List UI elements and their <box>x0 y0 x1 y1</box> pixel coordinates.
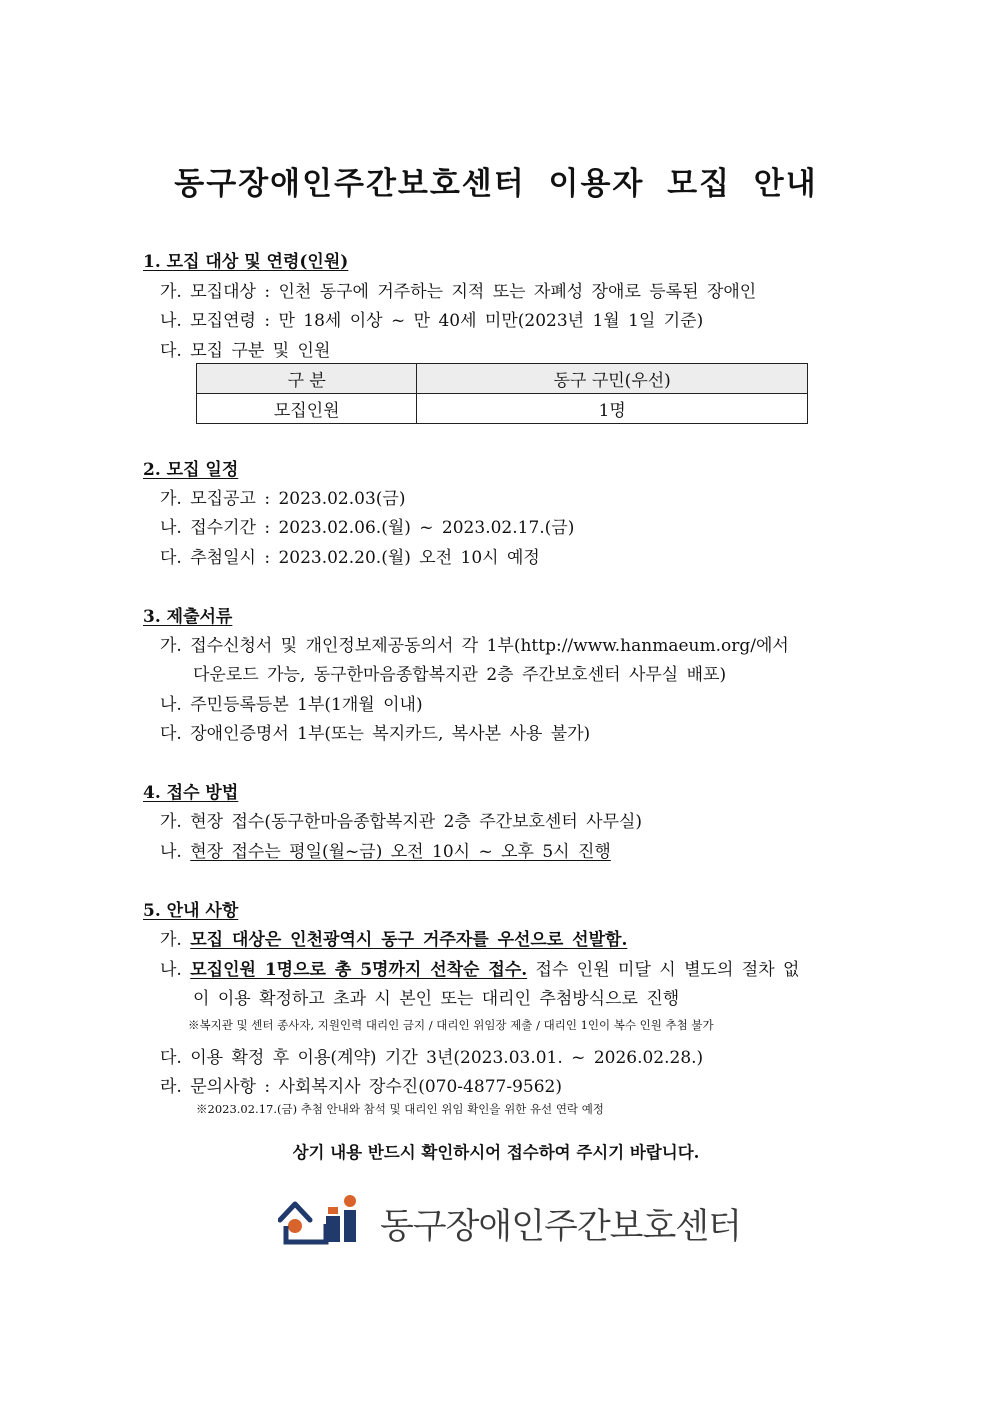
s5-item-b-cont: 이 이용 확정하고 초과 시 본인 또는 대리인 추첨방식으로 진행 <box>193 989 680 1009</box>
s3-item-a-cont: 다운로드 가능, 동구한마음종합복지관 2층 주간보호센터 사무실 배포) <box>193 665 727 685</box>
s5-note-1: ※복지관 및 센터 종사자, 지원인력 대리인 금지 / 대리인 위임장 제출 / 대리인 1인이 복수 인원 추첨 불가 <box>188 1018 714 1032</box>
s5-item-a-prefix: 가. <box>160 930 191 950</box>
section-1-heading: 1. 모집 대상 및 연령(인원) <box>143 252 349 272</box>
s5-item-c: 다. 이용 확정 후 이용(계약) 기간 3년(2023.03.01. ~ 2026.02.28.) <box>160 1048 704 1068</box>
closing-message: 상기 내용 반드시 확인하시어 접수하여 주시기 바랍니다. <box>292 1143 700 1162</box>
s5-item-b <box>160 955 799 980</box>
house-logo-icon <box>278 1193 374 1248</box>
recruit-table <box>196 363 808 424</box>
section-5-heading: 5. 안내 사항 <box>143 901 239 921</box>
s1-item-b: 나. 모집연령 : 만 18세 이상 ~ 만 40세 미만(2023년 1월 1일 기준) <box>160 311 704 331</box>
section-2-heading: 2. 모집 일정 <box>143 460 239 480</box>
table-row <box>197 394 808 424</box>
s3-item-b: 나. 주민등록등본 1부(1개월 이내) <box>160 695 423 715</box>
table-header-cell: 구 분 <box>197 364 417 394</box>
s5-item-b-rest: 접수 인원 미달 시 별도의 절차 없 <box>527 960 800 980</box>
s5-item-a <box>160 925 627 950</box>
page-title: 동구장애인주간보호센터 이용자 모집 안내 <box>174 166 818 202</box>
table-header-cell: 동구 구민(우선) <box>417 364 808 394</box>
s1-item-c: 다. 모집 구분 및 인원 <box>160 341 331 361</box>
table-cell: 모집인원 <box>197 394 417 424</box>
s4-item-b-prefix: 나. <box>160 842 191 862</box>
s3-item-a: 가. 접수신청서 및 개인정보제공동의서 각 1부(http://www.hanmaeum.org/에서 <box>160 636 789 656</box>
table-header-row <box>197 364 808 394</box>
table-cell: 1명 <box>417 394 808 424</box>
s3-item-c: 다. 장애인증명서 1부(또는 복지카드, 복사본 사용 불가) <box>160 724 591 744</box>
s2-item-b: 나. 접수기간 : 2023.02.06.(월) ~ 2023.02.17.(금) <box>160 518 575 538</box>
s4-item-b <box>160 837 611 862</box>
section-4-heading: 4. 접수 방법 <box>143 783 239 803</box>
logo-text: 동구장애인주간보호센터 <box>380 1207 741 1247</box>
s5-item-b-prefix: 나. <box>160 960 191 980</box>
s5-item-d: 라. 문의사항 : 사회복지사 장수진(070-4877-9562) <box>160 1077 562 1097</box>
s4-item-b-underlined: 현장 접수는 평일(월~금) 오전 10시 ~ 오후 5시 진행 <box>190 842 611 862</box>
s4-item-a: 가. 현장 접수(동구한마음종합복지관 2층 주간보호센터 사무실) <box>160 812 643 832</box>
center-logo <box>278 1193 741 1248</box>
section-3-heading: 3. 제출서류 <box>143 607 233 627</box>
s5-item-b-emphasis: 모집인원 1명으로 총 5명까지 선착순 접수. <box>190 960 528 980</box>
s2-item-a: 가. 모집공고 : 2023.02.03(금) <box>160 489 406 509</box>
s5-note-2: ※2023.02.17.(금) 추첨 안내와 참석 및 대리인 위임 확인을 위한 유선 연락 예정 <box>196 1102 604 1116</box>
s2-item-c: 다. 추첨일시 : 2023.02.20.(월) 오전 10시 예정 <box>160 548 540 568</box>
s5-item-a-emphasis: 모집 대상은 인천광역시 동구 거주자를 우선으로 선발함. <box>190 930 628 950</box>
s1-item-a: 가. 모집대상 : 인천 동구에 거주하는 지적 또는 자폐성 장애로 등록된 장애인 <box>160 282 757 302</box>
